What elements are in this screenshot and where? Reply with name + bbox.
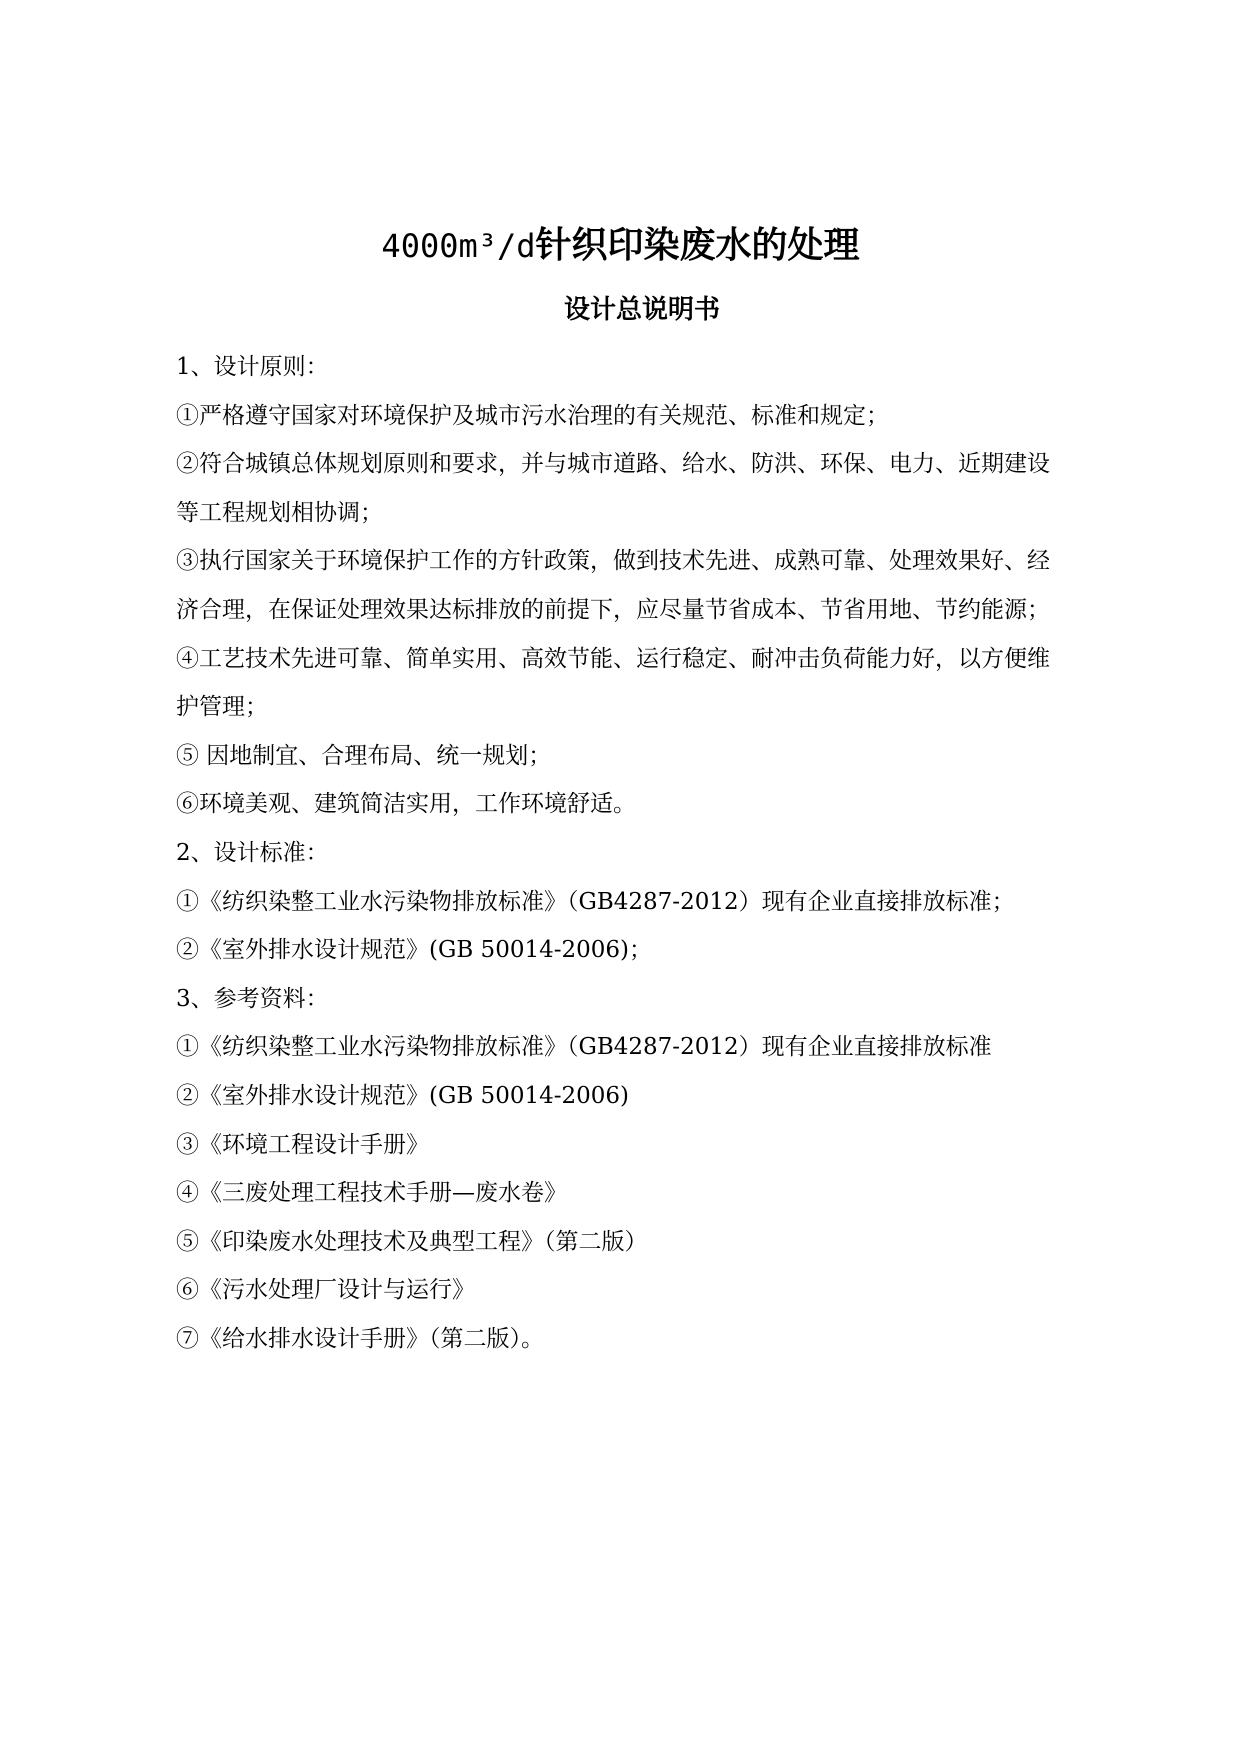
- principle-item-1: ①严格遵守国家对环境保护及城市污水治理的有关规范、标准和规定；: [176, 402, 889, 429]
- standard-item-2: ②《室外排水设计规范》(GB 50014-2006)；: [176, 937, 653, 964]
- principle-item-4-line-1: ④工艺技术先进可靠、简单实用、高效节能、运行稳定、耐冲击负荷能力好，以方便维: [176, 645, 1050, 672]
- principle-item-2-line-2: 等工程规划相协调；: [176, 499, 383, 526]
- section-heading-design-principles: 1、设计原则：: [176, 354, 329, 380]
- section-heading-design-standards: 2、设计标准：: [176, 839, 329, 866]
- reference-item-1: ①《纺织染整工业水污染物排放标准》（GB4287-2012）现有企业直接排放标准: [176, 1034, 992, 1061]
- title-prefix: 4000m³/d: [381, 227, 536, 265]
- section-heading-references: 3、参考资料：: [176, 985, 329, 1012]
- reference-item-6: ⑥《污水处理厂设计与运行》: [176, 1277, 475, 1304]
- reference-item-2: ②《室外排水设计规范》(GB 50014-2006): [176, 1082, 630, 1109]
- reference-item-5: ⑤《印染废水处理技术及典型工程》（第二版）: [176, 1228, 648, 1255]
- principle-item-2-line-1: ②符合城镇总体规划原则和要求，并与城市道路、给水、防洪、环保、电力、近期建设: [176, 451, 1050, 478]
- document-body: [176, 343, 1116, 1363]
- title-main: 针织印染废水的处理: [535, 225, 860, 266]
- principle-item-3-line-2: 济合理，在保证处理效果达标排放的前提下，应尽量节省成本、节省用地、节约能源；: [176, 596, 1050, 623]
- principle-item-3-line-1: ③执行国家关于环境保护工作的方针政策，做到技术先进、成熟可靠、处理效果好、经: [176, 548, 1050, 575]
- document-subtitle: 设计总说明书: [563, 295, 720, 325]
- principle-item-6: ⑥环境美观、建筑简洁实用，工作环境舒适。: [176, 791, 636, 818]
- principle-item-5: ⑤ 因地制宜、合理布局、统一规划；: [176, 742, 552, 769]
- document-title: [0, 218, 1241, 274]
- reference-item-4: ④《三废处理工程技术手册—废水卷》: [176, 1180, 567, 1207]
- standard-item-1: ①《纺织染整工业水污染物排放标准》（GB4287-2012）现有企业直接排放标准；: [176, 888, 1015, 915]
- principle-item-4-line-2: 护管理；: [176, 694, 268, 721]
- reference-item-7: ⑦《给水排水设计手册》（第二版）。: [176, 1325, 544, 1352]
- reference-item-3: ③《环境工程设计手册》: [176, 1131, 429, 1158]
